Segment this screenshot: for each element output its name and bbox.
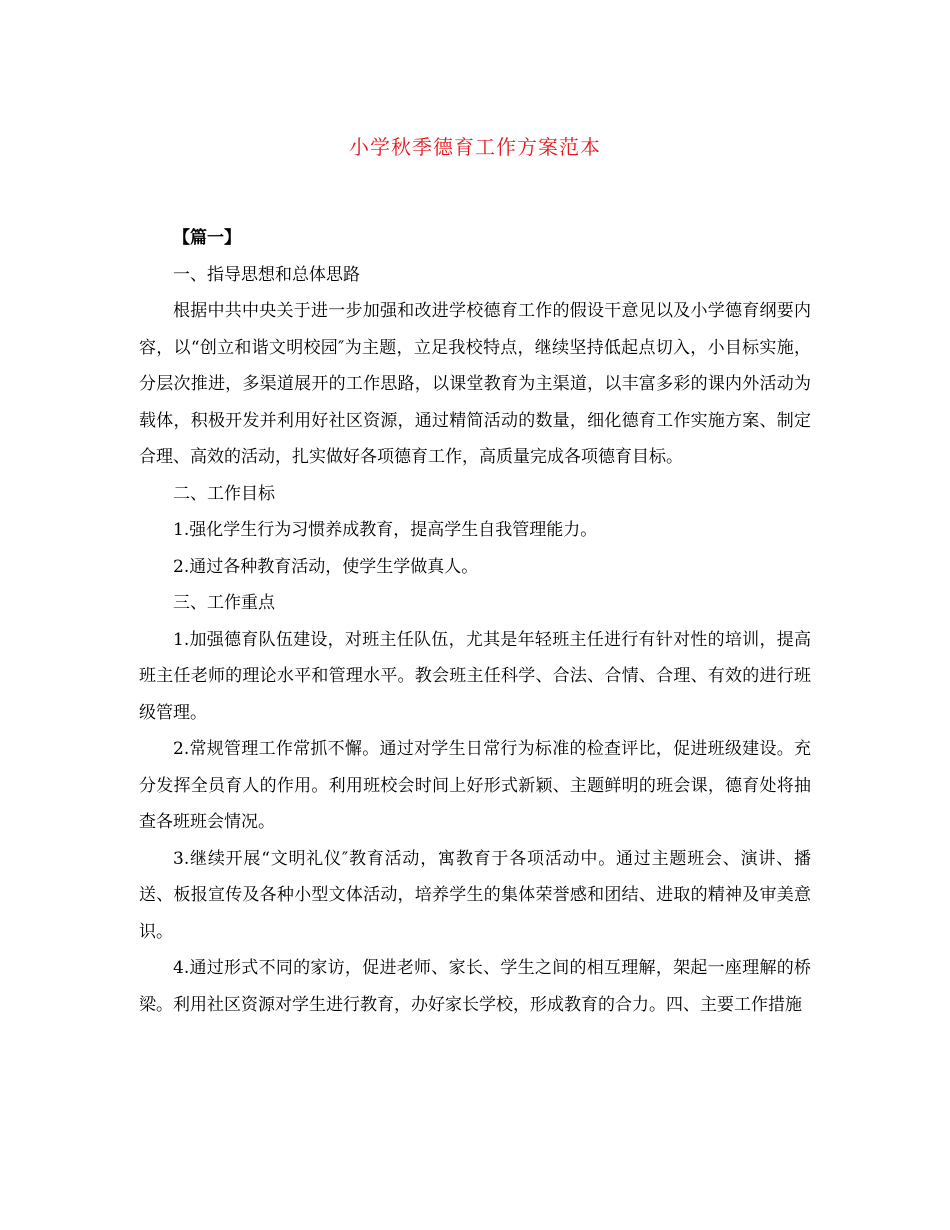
paragraph-goal-2: 2.通过各种教育活动，使学生学做真人。 <box>173 556 479 577</box>
paragraph-guiding-ideology: 根据中共中央关于进一步加强和改进学校德育工作的假设干意见以及小学德育纲要内容，以“创立和谐文明校园″为主题，立足我校特点，继续坚持低起点切入，小目标实施，分层次推进，多渠道展开的工作思路，以课堂教育为主渠道，以丰富多彩的课内外活动为载体，积极开发并利用好社区资源，通过精简活动的数量，细化德育工作实施方案、制定合理、高效的活动，扎实做好各项德育工作，高质量完成各项德育目标。 <box>139 301 811 467</box>
heading-work-focus: 三、工作重点 <box>173 593 275 613</box>
paragraph-goal-1: 1.强化学生行为习惯养成教育，提高学生自我管理能力。 <box>173 520 598 540</box>
paragraph-focus-2: 2.常规管理工作常抓不懈。通过对学生日常行为标准的检查评比，促进班级建设。充分发挥全员育人的作用。利用班校会时间上好形式新颖、主题鲜明的班会课，德育处将抽查各班班会情况。 <box>139 739 811 832</box>
document-body <box>139 220 811 1023</box>
section-marker: 【篇一】 <box>173 228 241 248</box>
paragraph-focus-3: 3.继续开展“文明礼仪″教育活动，寓教育于各项活动中。通过主题班会、演讲、播送、板报宣传及各种小型文体活动，培养学生的集体荣誉感和团结、进取的精神及审美意识。 <box>139 848 811 942</box>
paragraph-focus-1: 1.加强德育队伍建设，对班主任队伍，尤其是年轻班主任进行有针对性的培训，提高班主任老师的理论水平和管理水平。教会班主任科学、合法、合情、合理、有效的进行班级管理。 <box>139 629 811 723</box>
heading-work-goals: 二、工作目标 <box>173 483 275 504</box>
document-title: 小学秋季德育工作方案范本 <box>349 135 601 159</box>
paragraph-focus-4: 4.通过形式不同的家访，促进老师、家长、学生之间的相互理解，架起一座理解的桥梁。利用社区资源对学生进行教育，办好家长学校，形成教育的合力。四、主要工作措施 <box>139 958 811 1015</box>
heading-guiding-ideology: 一、指导思想和总体思路 <box>173 264 360 285</box>
